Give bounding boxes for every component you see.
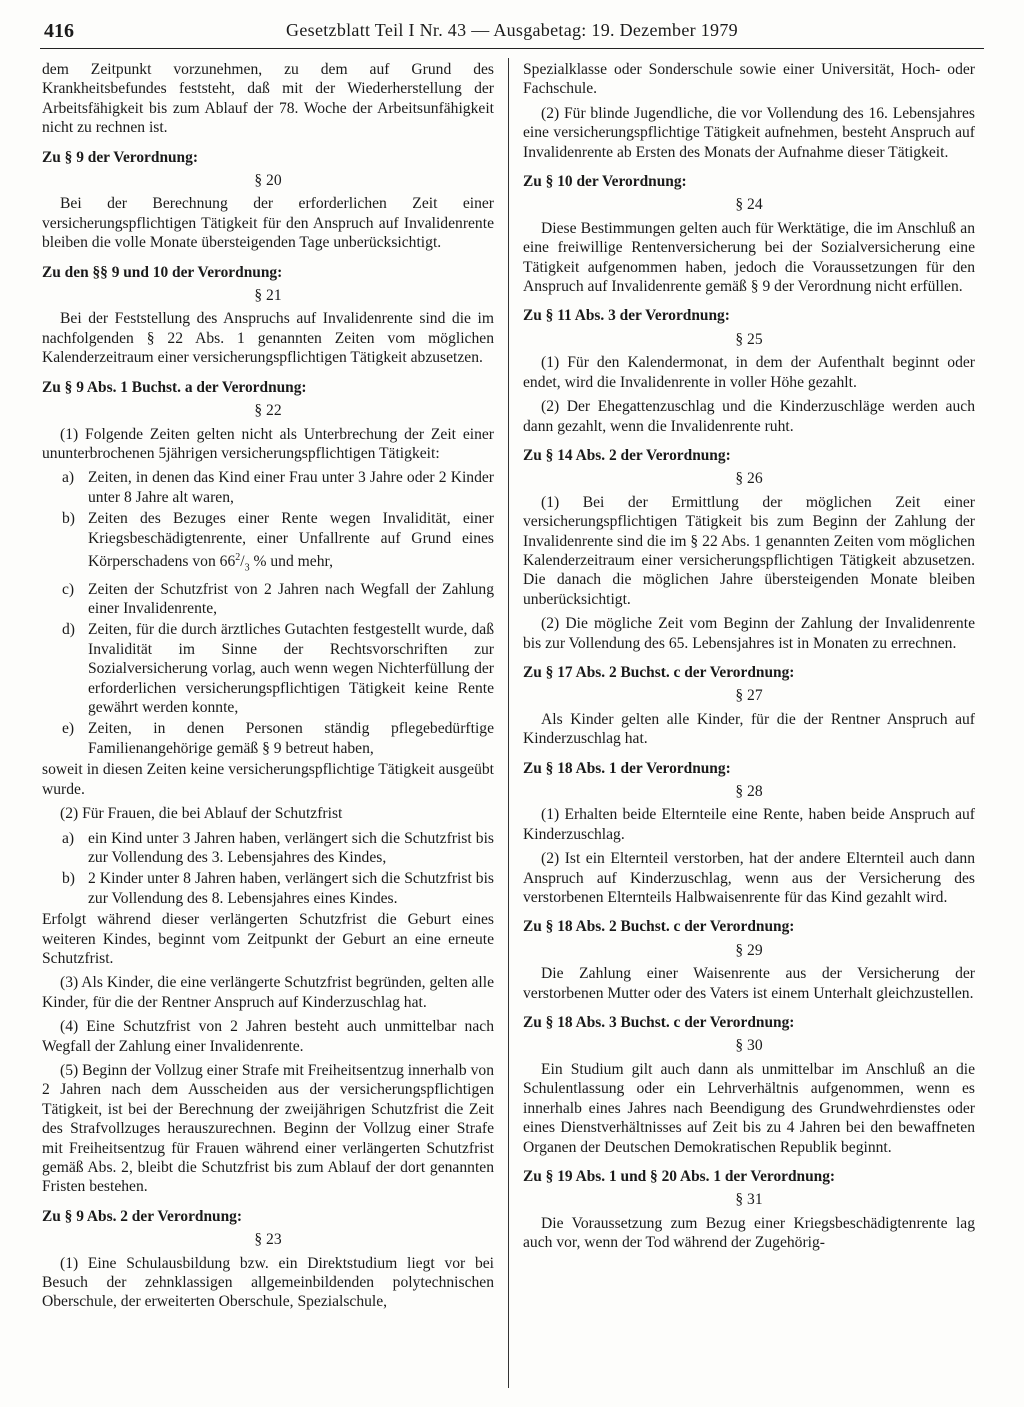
list-item: d) Zeiten, für die durch ärztliches Gutachten festgestellt wurde, daß Invalidität im Sinne der Rechtsvorschriften zur Sozialversicherung vorlag, auch wenn wegen Nichterfüllung der erforderlichen versicherungspflichtigen Tätigkeit keine Rente gewährt werden konnte, <box>62 621 494 717</box>
paragraph: (1) Folgende Zeiten gelten nicht als Unterbrechung der Zeit einer ununterbrochenen 5jährigen versicherungspflichtigen Tätigkeit: <box>42 425 494 462</box>
paragraph: (2) Ist ein Elternteil verstorben, hat der andere Elternteil auch dann Anspruch auf Kinderzuschlag, wenn aus der Versicherung des verstorbenen Elternteils Halbwaisenrente für das Kind gezahlt wird. <box>523 850 975 907</box>
paragraph-number: § 24 <box>735 196 763 214</box>
list-item: a) ein Kind unter 3 Jahren haben, verlängert sich die Schutzfrist bis zur Vollendung des 3. Lebensjahres des Kindes, <box>62 829 494 866</box>
paragraph-number: § 25 <box>735 330 763 348</box>
paragraph-number: § 31 <box>735 1191 763 1209</box>
right-column <box>523 60 975 1258</box>
paragraph: (1) Für den Kalendermonat, in dem der Aufenthalt beginnt oder endet, wird die Invalidenrente in voller Höhe gezahlt. <box>523 354 975 391</box>
paragraph: (2) Für blinde Jugendliche, die vor Vollendung des 16. Lebensjahres eine versicherungspflichtige Tätigkeit aufnehmen, besteht Anspruch auf Invalidenrente ab Ersten des Monats der Aufnahme dieser Tätigkeit. <box>523 104 975 161</box>
list-item: c) Zeiten der Schutzfrist von 2 Jahren nach Wegfall der Zahlung einer Invalidenrente, <box>62 580 494 618</box>
section-heading: Zu § 18 Abs. 3 Buchst. c der Verordnung: <box>523 1014 795 1032</box>
paragraph: (1) Bei der Ermittlung der möglichen Zeit einer versicherungspflichtigen Tätigkeit bis zum Beginn der Zahlung der Invalidenrente sind die im § 22 Abs. 1 genannten Zeiten vom möglichen Kalenderzeitraum einer versicherungspflichtigen Tätigkeit abzusetzen. Die danach die möglichen Jahre übersteigenden Monate bleiben unberücksichtigt. <box>523 493 975 608</box>
paragraph: Spezialklasse oder Sonderschule sowie einer Universität, Hoch- oder Fachschule. <box>523 61 975 98</box>
paragraph-number: § 29 <box>735 941 763 959</box>
paragraph-number: § 30 <box>735 1037 763 1055</box>
list-item: b) Zeiten des Bezuges einer Rente wegen Invalidität, einer Kriegsbeschädigtenrente, einer Unfallrente auf Grund eines Körperschadens von $66^2/_3$ % und mehr, <box>62 510 494 574</box>
paragraph-number: § 27 <box>735 687 763 705</box>
paragraph: Ein Studium gilt auch dann als unmittelbar im Anschluß an die Schulentlassung oder ein Lehrverhältnis aufgenommen, wenn es innerhalb eines Jahres nach Beendigung des Grundwehrdienstes oder eines Dienstverhältnisses auf Zeit bis zu 4 Jahren bei den bewaffneten Organen der Deutschen Demokratischen Republik beginnt. <box>523 1060 975 1156</box>
paragraph: Die Zahlung einer Waisenrente aus der Versicherung der verstorbenen Mutter oder des Vaters ist einem Unterhalt gleichzustellen. <box>523 965 975 1002</box>
paragraph-number: § 20 <box>254 172 282 190</box>
paragraph-number: § 21 <box>254 287 282 305</box>
column-divider <box>508 58 509 1388</box>
paragraph-number: § 28 <box>735 783 763 800</box>
paragraph-number: § 22 <box>254 402 282 420</box>
gazette-title: Gesetzblatt Teil I Nr. 43 — Ausgabetag: 19. Dezember 1979 <box>286 20 738 40</box>
paragraph: Bei der Feststellung des Anspruchs auf Invalidenrente sind die im nachfolgenden § 22 Abs. 1 genannten Zeiten vom möglichen Kalenderzeitraum einer versicherungspflichtigen Tätigkeit abzusetzen. <box>42 310 494 367</box>
section-heading: Zu § 18 Abs. 1 der Verordnung: <box>523 759 731 777</box>
paragraph: (2) Die mögliche Zeit vom Beginn der Zahlung der Invalidenrente bis zur Vollendung des 65. Lebensjahres ist in Monaten zu errechnen. <box>523 615 975 652</box>
paragraph-number: § 23 <box>254 1231 282 1249</box>
section-heading: Zu § 14 Abs. 2 der Verordnung: <box>523 446 731 464</box>
paragraph: (4) Eine Schutzfrist von 2 Jahren besteht auch unmittelbar nach Wegfall der Zahlung einer Invalidenrente. <box>42 1018 494 1055</box>
section-heading: Zu § 19 Abs. 1 und § 20 Abs. 1 der Verordnung: <box>523 1167 836 1185</box>
paragraph: Als Kinder gelten alle Kinder, für die der Rentner Anspruch auf Kinderzuschlag hat. <box>523 710 975 748</box>
section-heading: Zu den §§ 9 und 10 der Verordnung: <box>42 263 283 281</box>
paragraph: Die Voraussetzung zum Bezug einer Kriegsbeschädigtenrente lag auch vor, wenn der Tod während der Zugehörig- <box>523 1214 975 1252</box>
paragraph: (2) Für Frauen, die bei Ablauf der Schutzfrist <box>60 805 343 823</box>
paragraph: Diese Bestimmungen gelten auch für Werktätige, die im Anschluß an eine freiwillige Rentenversicherung bei der Sozialversicherung eine Tätigkeit aufgenommen haben, jedoch die Voraussetzungen für den Anspruch auf Invalidenrente gemäß § 9 der Verordnung nicht erfüllen. <box>523 219 975 296</box>
paragraph: soweit in diesen Zeiten keine versicherungspflichtige Tätigkeit ausgeübt wurde. <box>42 761 494 798</box>
list-item: e) Zeiten, in denen Personen ständig pflegebedürftige Familienangehörige gemäß § 9 betreut haben, <box>62 720 494 757</box>
paragraph: (5) Beginn der Vollzug einer Strafe mit Freiheitsentzug innerhalb von 2 Jahren nach dem Ausscheiden aus der versicherungspflichtigen Tätigkeit, ist bei der Berechnung der zweijährigen Schutzfrist die Zeit des Strafvollzuges herauszurechnen. Beginn der Vollzug einer Strafe mit Freiheitsentzug für Frauen während einer verlängerten Schutzfrist gemäß Abs. 2, bleibt die Schutzfrist bis zum Ablauf der dort genannten Fristen bestehen. <box>42 1061 494 1196</box>
section-heading: Zu § 11 Abs. 3 der Verordnung: <box>523 307 730 325</box>
section-heading: Zu § 18 Abs. 2 Buchst. c der Verordnung: <box>523 918 795 936</box>
paragraph-number: § 26 <box>735 470 763 488</box>
page-number: 416 <box>44 20 74 42</box>
page-header <box>40 14 984 49</box>
paragraph: Bei der Berechnung der erforderlichen Zeit einer versicherungspflichtigen Tätigkeit für den Anspruch auf Invalidenrente bleiben die volle Monate übersteigenden Tage unberücksichtigt. <box>42 195 494 252</box>
left-column <box>42 60 494 1317</box>
paragraph: (2) Der Ehegattenzuschlag und die Kinderzuschläge werden auch dann gezahlt, wenn die Invalidenrente ruht. <box>523 398 975 435</box>
section-heading: Zu § 9 Abs. 2 der Verordnung: <box>42 1207 242 1225</box>
section-heading: Zu § 9 der Verordnung: <box>42 148 198 166</box>
paragraph: (3) Als Kinder, die eine verlängerte Schutzfrist begründen, gelten alle Kinder, für die der Rentner Anspruch auf Kinderzuschlag hat. <box>42 974 494 1011</box>
paragraph: dem Zeitpunkt vorzunehmen, zu dem auf Grund des Krankheitsbefundes feststeht, daß mit der Wiederherstellung der Arbeitsfähigkeit bis zum Ablauf der 78. Woche der Arbeitsunfähigkeit nicht zu rechnen ist. <box>42 61 494 137</box>
list-item: a) Zeiten, in denen das Kind einer Frau unter 3 Jahre oder 2 Kinder unter 8 Jahre alt waren, <box>62 469 494 506</box>
paragraph: (1) Eine Schulausbildung bzw. ein Direktstudium liegt vor bei Besuch der zehnklassigen allgemeinbildenden polytechnischen Oberschule, der erweiterten Oberschule, Spezialschule, <box>42 1254 494 1311</box>
section-heading: Zu § 17 Abs. 2 Buchst. c der Verordnung: <box>523 663 795 681</box>
paragraph: Erfolgt während dieser verlängerten Schutzfrist die Geburt eines weiteren Kindes, beginnt vom Zeitpunkt der Geburt an eine erneute Schutzfrist. <box>42 911 494 967</box>
paragraph: (1) Erhalten beide Elternteile eine Rente, haben beide Anspruch auf Kinderzuschlag. <box>523 806 975 843</box>
section-heading: Zu § 10 der Verordnung: <box>523 173 687 191</box>
list-item: b) 2 Kinder unter 8 Jahren haben, verlängert sich die Schutzfrist bis zur Vollendung des 8. Lebensjahres eines Kindes. <box>62 870 494 907</box>
section-heading: Zu § 9 Abs. 1 Buchst. a der Verordnung: <box>42 378 307 396</box>
